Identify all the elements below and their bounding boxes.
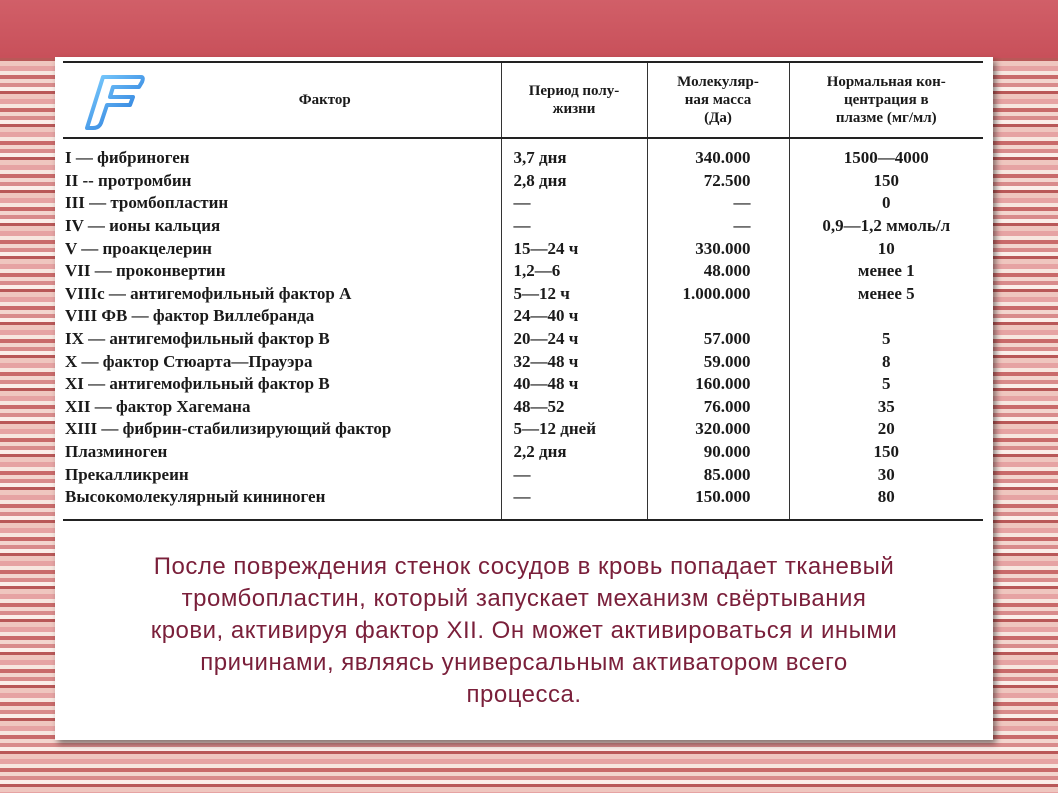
header-factor: Фактор [63, 62, 501, 138]
table-row [63, 305, 983, 328]
half-life-cell: 3,7 дня [501, 138, 647, 170]
concentration-cell: 150 [789, 170, 983, 193]
concentration-cell: 10 [789, 237, 983, 260]
coagulation-factors-table [63, 61, 983, 521]
table-row [63, 283, 983, 306]
half-life-cell: — [501, 486, 647, 520]
concentration-cell: 0 [789, 192, 983, 215]
factor-name-cell: II -- протромбин [65, 170, 192, 190]
half-life-cell: 5—12 дней [501, 418, 647, 441]
table-row [63, 373, 983, 396]
concentration-cell: 20 [789, 418, 983, 441]
factor-name-cell: Высокомолекулярный кининоген [63, 486, 501, 520]
table-row [63, 486, 983, 520]
caption-line-3: крови, активируя фактор XII. Он может активироваться и иными [150, 617, 898, 644]
concentration-cell: 1500—4000 [789, 138, 983, 170]
caption-line-5: процесса. [466, 681, 582, 708]
half-life-cell: 20—24 ч [501, 328, 647, 351]
half-life-cell: 32—48 ч [501, 350, 647, 373]
table-row [63, 350, 983, 373]
table-row [63, 441, 983, 464]
molecular-mass-cell: 160.000 [647, 373, 789, 396]
concentration-cell: 80 [789, 486, 983, 520]
factor-name-cell: IX — антигемофильный фактор В [65, 329, 330, 349]
table-row [63, 463, 983, 486]
molecular-mass-cell: 90.000 [647, 441, 789, 464]
molecular-mass-cell: 48.000 [647, 260, 789, 283]
molecular-mass-cell: 85.000 [647, 463, 789, 486]
half-life-cell: 2,8 дня [501, 170, 647, 193]
factor-name-cell: III — тромбопластин [65, 193, 229, 213]
table-row [63, 138, 983, 170]
table-header-row [63, 62, 983, 138]
concentration-cell: 30 [789, 463, 983, 486]
concentration-cell: менее 1 [789, 260, 983, 283]
concentration-cell: 8 [789, 350, 983, 373]
half-life-cell: 5—12 ч [501, 283, 647, 306]
factor-name-cell: XIII — фибрин-стабилизирующий фактор [65, 419, 392, 439]
molecular-mass-cell: 330.000 [647, 237, 789, 260]
caption-text [55, 551, 993, 711]
header-concentration: Нормальная кон- центрация в плазме (мг/мл) [789, 62, 983, 138]
top-band [0, 0, 1058, 58]
header-mass: Молекуляр- ная масса (Да) [647, 62, 789, 138]
factor-name-cell: VIIIc — антигемофильный фактор А [65, 283, 352, 303]
factor-name-cell: V — проакцелерин [65, 238, 212, 258]
half-life-cell: 15—24 ч [501, 237, 647, 260]
factor-name-cell: XII — фактор Хагемана [65, 396, 251, 416]
concentration-cell: 5 [789, 373, 983, 396]
half-life-cell: 40—48 ч [501, 373, 647, 396]
half-life-cell: 2,2 дня [501, 441, 647, 464]
header-half-life: Период полу- жизни [501, 62, 647, 138]
half-life-cell: 1,2—6 [501, 260, 647, 283]
table-row [63, 418, 983, 441]
factor-name-cell: Плазминоген [65, 442, 168, 462]
factor-name-cell: I — фибриноген [65, 148, 190, 168]
table-row [63, 260, 983, 283]
molecular-mass-cell: 340.000 [647, 138, 789, 170]
factor-name-cell: VII — проконвертин [65, 261, 226, 281]
molecular-mass-cell: — [647, 192, 789, 215]
half-life-cell: — [501, 192, 647, 215]
half-life-cell: — [501, 215, 647, 238]
table-row [63, 215, 983, 238]
factor-name-cell: Прекалликреин [65, 464, 189, 484]
factor-name-cell: X — фактор Стюарта—Прауэра [65, 351, 313, 371]
caption-line-1: После повреждения стенок сосудов в кровь попадает тканевый [153, 553, 895, 580]
factor-name-cell: XI — антигемофильный фактор В [65, 374, 330, 394]
caption-line-4: причинами, являясь универсальным активатором всего [200, 649, 848, 676]
concentration-cell: 5 [789, 328, 983, 351]
molecular-mass-cell: 320.000 [647, 418, 789, 441]
table-row [63, 170, 983, 193]
molecular-mass-cell: 72.500 [647, 170, 789, 193]
caption-line-2: тромбопластин, который запускает механизм свёртывания [181, 585, 867, 612]
concentration-cell: 35 [789, 396, 983, 419]
table-row [63, 192, 983, 215]
table-row [63, 396, 983, 419]
half-life-cell: 24—40 ч [501, 305, 647, 328]
concentration-cell [789, 305, 983, 328]
half-life-cell: — [501, 463, 647, 486]
concentration-cell: менее 5 [789, 283, 983, 306]
factor-name-cell: IV — ионы кальция [65, 216, 221, 236]
half-life-cell: 48—52 [501, 396, 647, 419]
table-row [63, 237, 983, 260]
concentration-cell: 150 [789, 441, 983, 464]
table-row [63, 328, 983, 351]
molecular-mass-cell: 59.000 [647, 350, 789, 373]
slide-panel [55, 57, 993, 740]
molecular-mass-cell: 150.000 [647, 486, 789, 520]
concentration-cell: 0,9—1,2 ммоль/л [789, 215, 983, 238]
molecular-mass-cell: 57.000 [647, 328, 789, 351]
molecular-mass-cell: — [647, 215, 789, 238]
molecular-mass-cell: 76.000 [647, 396, 789, 419]
factor-name-cell: VIII ФВ — фактор Виллебранда [65, 306, 315, 326]
letter-f-logo-icon [81, 71, 147, 133]
molecular-mass-cell: 1.000.000 [647, 283, 789, 306]
table-area [55, 57, 993, 537]
molecular-mass-cell [647, 305, 789, 328]
